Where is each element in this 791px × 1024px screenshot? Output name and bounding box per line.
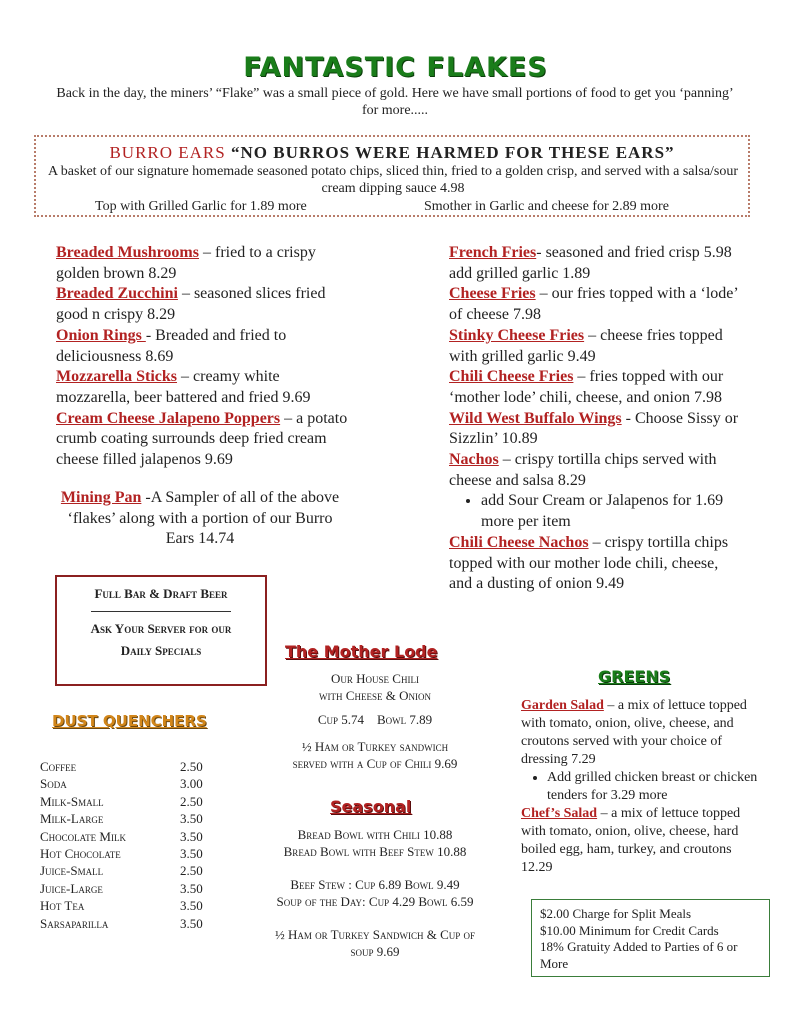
daily-specials-line: Daily Specials bbox=[120, 643, 202, 658]
greens-block bbox=[521, 697, 766, 877]
item-desc: – a mix of lettuce topped with tomato, onion, olive, cheese, hard boiled egg, ham, turkey, and croutons 12.29 bbox=[521, 806, 741, 875]
menu-item bbox=[449, 409, 739, 450]
chili-line: Our House Chili bbox=[331, 671, 419, 686]
policy-notes-box bbox=[531, 899, 770, 977]
menu-item bbox=[449, 326, 739, 367]
burro-ears-description: A basket of our signature homemade seasoned potato chips, sliced thin, fried to a golden crisp, and served with a salsa/sour cream dipping sauce 4.98 bbox=[47, 164, 739, 196]
list-item bbox=[40, 845, 210, 862]
drink-price: 2.50 bbox=[180, 793, 203, 809]
item-desc: – crispy tortilla chips topped with our mother lode chili, cheese, and a dusting of onion 9.49 bbox=[449, 533, 729, 593]
item-name: Cheese Fries bbox=[449, 285, 536, 303]
item-name: Chef’s Salad bbox=[521, 806, 598, 821]
seasonal-line: soup 9.69 bbox=[350, 944, 400, 959]
item-desc: – a potato crumb coating surrounds deep fried cream cheese filled jalapenos 9.69 bbox=[56, 409, 348, 469]
drink-price: 3.50 bbox=[180, 880, 203, 896]
burro-ears-name: BURRO EARS bbox=[109, 143, 226, 162]
drink-name: Soda bbox=[40, 776, 67, 792]
seasonal-line: ½ Ham or Turkey Sandwich & Cup of bbox=[274, 927, 476, 942]
greens-title: GREENS bbox=[598, 667, 671, 686]
burro-ears-option-garlic: Top with Grilled Garlic for 1.89 more bbox=[95, 199, 307, 214]
list-item bbox=[40, 862, 210, 879]
seasonal-line: Beef Stew : Cup 6.89 Bowl 9.49 bbox=[290, 877, 460, 892]
item-desc: – creamy white mozzarella, beer battered and fried 9.69 bbox=[56, 368, 311, 406]
seasonal-line: Bread Bowl with Beef Stew 10.88 bbox=[283, 844, 467, 859]
cup-bowl-line bbox=[255, 711, 495, 728]
menu-item bbox=[56, 409, 356, 471]
menu-item bbox=[449, 533, 739, 595]
ask-server-line: Ask Your Server for our bbox=[90, 621, 232, 636]
drink-price: 2.50 bbox=[180, 759, 203, 774]
list-item bbox=[40, 758, 210, 775]
left-appetizer-column bbox=[56, 243, 356, 471]
menu-item bbox=[56, 284, 356, 325]
item-name: Garden Salad bbox=[521, 698, 604, 713]
item-name: Chili Cheese Nachos bbox=[449, 533, 589, 551]
menu-item bbox=[449, 284, 739, 325]
nachos-addon-list bbox=[449, 491, 739, 532]
bowl-price: Bowl 7.89 bbox=[377, 712, 433, 727]
page-title: FANTASTIC FLAKES bbox=[243, 52, 548, 83]
right-appetizer-column bbox=[449, 243, 739, 595]
item-name: Breaded Zucchini bbox=[56, 285, 178, 303]
credit-card-note: $10.00 Minimum for Credit Cards bbox=[540, 922, 719, 938]
item-desc: – a mix of lettuce topped with tomato, onion, olive, cheese, and croutons served with your choice of dressing 7.29 bbox=[521, 698, 747, 767]
drink-name: Juice-Large bbox=[40, 880, 103, 896]
list-item bbox=[40, 915, 210, 932]
drink-price: 2.50 bbox=[180, 863, 203, 879]
nachos-addon: • add Sour Cream or Jalapenos for 1.69 more per item bbox=[481, 491, 739, 532]
item-name: Cream Cheese Jalapeno Poppers bbox=[56, 409, 281, 427]
seasonal-title: Seasonal bbox=[330, 797, 412, 816]
half-sandwich-line: ½ Ham or Turkey sandwich bbox=[301, 739, 449, 754]
menu-item bbox=[521, 805, 766, 877]
item-desc: - Breaded and fried to deliciousness 8.69 bbox=[56, 326, 287, 365]
item-name: Mozzarella Sticks bbox=[56, 368, 178, 386]
list-item bbox=[40, 828, 210, 845]
dust-quenchers-title: DUST QUENCHERS bbox=[52, 712, 207, 730]
drink-name: Hot Tea bbox=[40, 898, 85, 914]
intro-text: Back in the day, the miners’ “Flake” was a small piece of gold. Here we have small portions of food to get you ‘panning’ for more..... bbox=[56, 86, 734, 118]
full-bar-line: Full Bar & Draft Beer bbox=[94, 586, 228, 601]
list-item bbox=[40, 775, 210, 792]
item-name: Stinky Cheese Fries bbox=[449, 326, 585, 344]
drink-name: Hot Chocolate bbox=[40, 846, 121, 862]
item-desc: - seasoned and fried crisp 5.98 add grilled garlic 1.89 bbox=[449, 244, 732, 282]
menu-item bbox=[521, 697, 766, 769]
menu-item bbox=[56, 326, 356, 367]
drink-name: Milk-Small bbox=[40, 793, 104, 809]
item-desc: - Choose Sissy or Sizzlin’ 10.89 bbox=[449, 409, 739, 448]
list-item bbox=[40, 810, 210, 827]
menu-item bbox=[56, 367, 356, 408]
divider bbox=[91, 611, 231, 612]
item-desc: – fried to a crispy golden brown 8.29 bbox=[56, 244, 316, 282]
menu-item bbox=[449, 243, 739, 284]
garden-addon: • Add grilled chicken breast or chicken tenders for 3.29 more bbox=[547, 769, 766, 805]
item-name: French Fries bbox=[449, 244, 537, 261]
seasonal-block bbox=[245, 826, 505, 960]
item-name: Wild West Buffalo Wings bbox=[449, 409, 622, 427]
menu-item bbox=[449, 450, 739, 491]
mother-lode-title: The Mother Lode bbox=[285, 642, 438, 661]
item-desc: – seasoned slices fried good n crispy 8.29 bbox=[56, 285, 326, 324]
drink-name: Juice-Small bbox=[40, 863, 104, 879]
item-desc: – crispy tortilla chips served with cheese and salsa 8.29 bbox=[449, 451, 717, 489]
mining-pan-sampler bbox=[60, 488, 340, 550]
drink-price: 3.00 bbox=[180, 776, 203, 792]
cup-price: Cup 5.74 bbox=[317, 712, 364, 727]
list-item bbox=[40, 897, 210, 914]
item-name: Breaded Mushrooms bbox=[56, 244, 199, 261]
seasonal-line: Soup of the Day: Cup 4.29 Bowl 6.59 bbox=[276, 894, 474, 909]
drink-price: 3.50 bbox=[180, 811, 203, 827]
garden-addon-list bbox=[521, 769, 766, 805]
drink-name: Sarsaparilla bbox=[40, 915, 109, 931]
mother-lode-block bbox=[255, 670, 495, 772]
menu-item bbox=[56, 243, 356, 284]
burro-ears-slogan: “NO BURROS WERE HARMED FOR THESE EARS” bbox=[230, 143, 675, 162]
full-bar-box bbox=[55, 575, 267, 686]
seasonal-line: Bread Bowl with Chili 10.88 bbox=[297, 827, 453, 842]
burro-ears-option-garlic-cheese: Smother in Garlic and cheese for 2.89 more bbox=[424, 199, 669, 214]
item-desc: – fries topped with our ‘mother lode’ chili, cheese, and onion 7.98 bbox=[449, 368, 724, 406]
item-name: Onion Rings bbox=[56, 326, 146, 344]
drink-price: 3.50 bbox=[180, 915, 203, 931]
item-name: Chili Cheese Fries bbox=[449, 368, 574, 386]
menu-item bbox=[449, 367, 739, 408]
item-desc: – our fries topped with a ‘lode’ of cheese 7.98 bbox=[449, 285, 738, 324]
drink-name: Chocolate Milk bbox=[40, 828, 126, 844]
item-desc: -A Sampler of all of the above ‘flakes’ along with a portion of our Burro Ears 14.74 bbox=[67, 489, 340, 548]
cheese-onion-line: with Cheese & Onion bbox=[319, 688, 431, 703]
drinks-list bbox=[40, 758, 210, 932]
drink-price: 3.50 bbox=[180, 828, 203, 844]
burro-ears-heading bbox=[34, 143, 750, 163]
item-desc: – cheese fries topped with grilled garlic 9.49 bbox=[449, 326, 723, 365]
half-sandwich-chili-line: served with a Cup of Chili 9.69 bbox=[292, 756, 458, 771]
list-item bbox=[40, 793, 210, 810]
item-name: Mining Pan bbox=[60, 489, 142, 506]
drink-name: Milk-Large bbox=[40, 811, 104, 827]
item-name: Nachos bbox=[449, 451, 499, 469]
drink-price: 3.50 bbox=[180, 898, 203, 914]
list-item bbox=[40, 880, 210, 897]
drink-name: Coffee bbox=[40, 759, 77, 774]
drink-price: 3.50 bbox=[180, 846, 203, 862]
split-meal-note: $2.00 Charge for Split Meals bbox=[540, 906, 692, 921]
gratuity-note: 18% Gratuity Added to Parties of 6 or More bbox=[540, 939, 738, 971]
